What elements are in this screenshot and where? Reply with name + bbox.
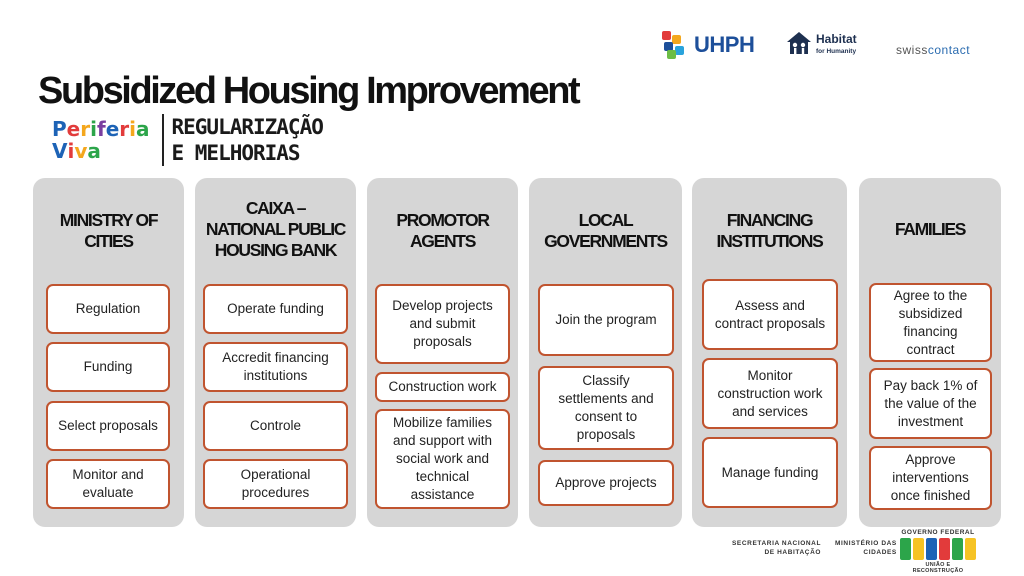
secretaria-logo: SECRETARIA NACIONAL DE HABITAÇÃO xyxy=(732,540,822,556)
role-box: Operate funding xyxy=(203,284,348,334)
column-financing-institutions xyxy=(692,178,847,527)
role-box: Construction work xyxy=(375,372,510,402)
ministerio-logo: MINISTÉRIO DAS CIDADES xyxy=(835,540,897,556)
column-heading: PROMOTOR AGENTS xyxy=(396,210,489,251)
viva-text: Viva xyxy=(52,139,101,163)
role-box: Mobilize families and support with social work and technical assistance xyxy=(375,409,510,509)
column-heading: MINISTRY OF CITIES xyxy=(59,210,158,251)
page-title: Subsidized Housing Improvement xyxy=(38,70,579,112)
role-box: Approve projects xyxy=(538,460,674,506)
role-box: Controle xyxy=(203,401,348,451)
column-heading: FAMILIES xyxy=(894,219,966,239)
uhph-logo: UHPH xyxy=(662,30,754,60)
role-box: Classify settlements and consent to proposals xyxy=(538,366,674,450)
role-box: Select proposals xyxy=(46,401,170,451)
periferia-viva-logo xyxy=(52,118,150,162)
column-promotor-agents xyxy=(367,178,518,527)
role-box: Accredit financing institutions xyxy=(203,342,348,392)
brasil-flag-icon xyxy=(900,538,976,560)
role-box: Regulation xyxy=(46,284,170,334)
role-box: Join the program xyxy=(538,284,674,356)
role-box: Pay back 1% of the value of the investment xyxy=(869,368,992,439)
column-ministry-of-cities xyxy=(33,178,184,527)
swisscontact-logo: swisscontact xyxy=(896,43,971,57)
habitat-house-icon xyxy=(786,31,812,55)
role-box: Agree to the subsidized financing contract xyxy=(869,283,992,362)
governo-federal-logo: GOVERNO FEDERAL UNIÃO E RECONSTRUÇÃO xyxy=(901,529,975,574)
column-heading: FINANCING INSTITUTIONS xyxy=(716,210,823,251)
role-box: Assess and contract proposals xyxy=(702,279,838,350)
column-families xyxy=(859,178,1001,527)
regularizacao-logo: REGULARIZAÇÃO E MELHORIAS xyxy=(171,115,323,165)
habitat-logo: Habitat for Humanity xyxy=(786,30,857,55)
role-box: Manage funding xyxy=(702,437,838,508)
role-box: Monitor construction work and services xyxy=(702,358,838,429)
role-box: Approve interventions once finished xyxy=(869,446,992,510)
role-box: Operational procedures xyxy=(203,459,348,509)
column-local-governments xyxy=(529,178,682,527)
role-box: Develop projects and submit proposals xyxy=(375,284,510,364)
program-logos xyxy=(52,112,323,168)
column-heading: CAIXA – NATIONAL PUBLIC HOUSING BANK xyxy=(205,198,346,260)
column-heading: LOCAL GOVERNMENTS xyxy=(544,210,667,251)
role-box: Monitor and evaluate xyxy=(46,459,170,509)
logo-divider xyxy=(162,114,164,166)
uhph-mark-icon xyxy=(662,31,690,59)
periferia-text: Periferia xyxy=(52,117,150,141)
column-caixa xyxy=(195,178,356,527)
role-box: Funding xyxy=(46,342,170,392)
